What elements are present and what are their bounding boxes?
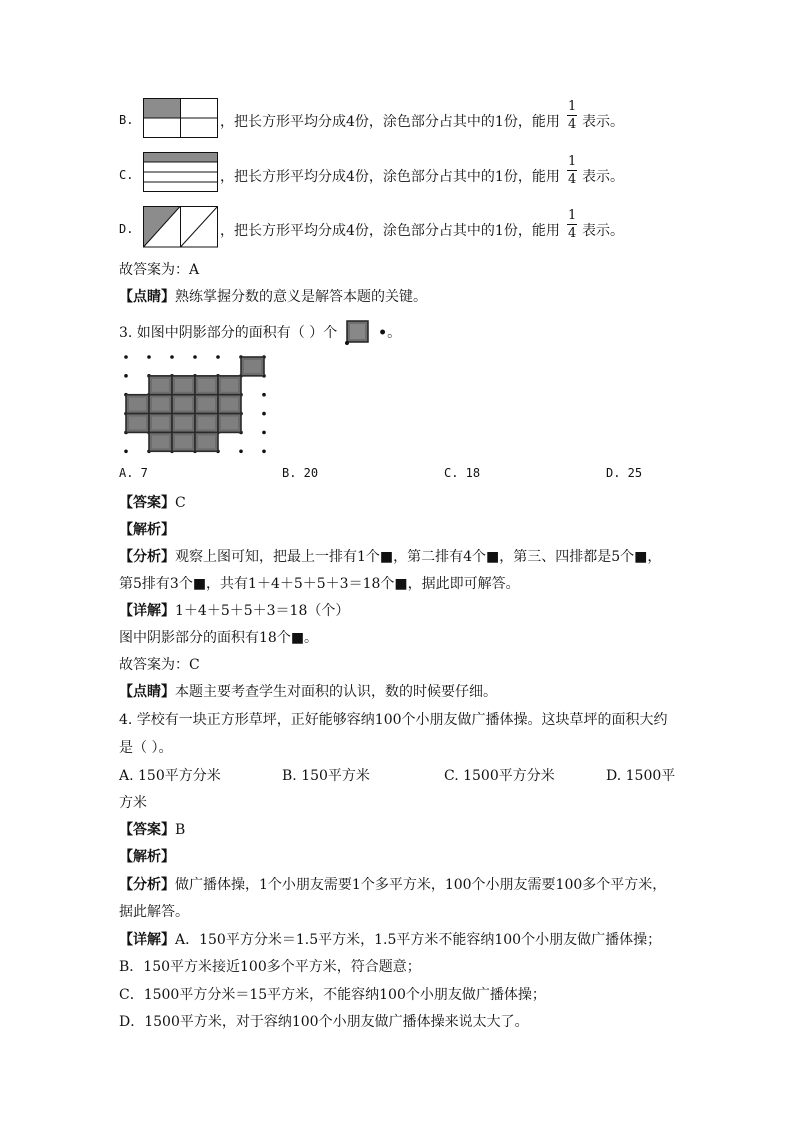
q4-xiangjie-a xyxy=(119,929,661,949)
answer-value: C xyxy=(175,495,186,511)
grid-dot xyxy=(193,355,197,359)
tip-tag: 【点睛】 xyxy=(119,684,175,700)
grid-dot xyxy=(216,355,220,359)
option-d-letter: D. xyxy=(119,222,134,236)
q4-fenxi-line2: 据此解答。 xyxy=(119,904,189,920)
option-c-fraction xyxy=(567,155,577,186)
shaded-unit-square-texture xyxy=(198,398,215,411)
q4-stem-line2: 是（ ）。 xyxy=(119,740,173,756)
grid-dot xyxy=(262,393,266,397)
q4-choice-d-wrap: 方米 xyxy=(119,795,147,811)
grid-dot xyxy=(147,355,151,359)
q4-answer xyxy=(119,819,185,839)
q4-choice-c: C. 1500平方分米 xyxy=(444,768,555,784)
shaded-unit-square-texture xyxy=(175,417,192,430)
q3-fenxi-line2: 第5排有3个■，共有1＋4＋5＋5＋3＝18个■，据此即可解答。 xyxy=(119,576,520,592)
tip-tag: 【点睛】 xyxy=(119,289,175,305)
shaded-unit-square-texture xyxy=(198,417,215,430)
option-b-text: ，把长方形平均分成4份，涂色部分占其中的1份，能用 xyxy=(220,114,560,130)
q3-fenxi-line1 xyxy=(119,546,661,566)
option-d-fraction xyxy=(567,209,577,240)
shaded-unit-square-texture xyxy=(152,398,169,411)
shaded-unit-square-texture xyxy=(152,379,169,392)
fenxi-tag: 【分析】 xyxy=(119,549,175,565)
grid-dot xyxy=(262,450,266,454)
grid-dot xyxy=(239,450,243,454)
fenxi-text: 做广播体操，1个小朋友需要1个多平方米，100个小朋友需要100多个平方米， xyxy=(175,877,667,893)
q4-xiangjie-b: B．150平方米接近100多个平方米，符合题意； xyxy=(119,959,421,975)
grid-dot xyxy=(170,355,174,359)
shaded-unit-square-texture xyxy=(221,398,238,411)
option-d-text: ，把长方形平均分成4份，涂色部分占其中的1份，能用 xyxy=(220,223,560,239)
q3-conclusion: 图中阴影部分的面积有18个■。 xyxy=(119,630,319,646)
fenxi-text: 观察上图可知，把最上一排有1个■，第二排有4个■，第三、四排都是5个■， xyxy=(175,549,662,565)
unit-square-icon xyxy=(346,320,370,346)
q4-analysis-tag: 【解析】 xyxy=(119,849,175,865)
q2-tip xyxy=(119,286,427,306)
shaded-unit-square-texture xyxy=(244,360,261,373)
shaded-unit-square-texture xyxy=(175,435,192,448)
shaded-unit-square-texture xyxy=(198,435,215,448)
answer-tag: 【答案】 xyxy=(119,822,175,838)
fenxi-tag: 【分析】 xyxy=(119,877,175,893)
fraction-numerator: 1 xyxy=(568,154,577,169)
q4-choice-a: A. 150平方分米 xyxy=(119,768,221,784)
q4-choice-d: D. 1500平 xyxy=(606,768,676,784)
shaded-unit-square-texture xyxy=(129,417,146,430)
grid-dot xyxy=(124,374,128,378)
shaded-unit-square-texture xyxy=(129,398,146,411)
shaded-unit-square-texture xyxy=(152,417,169,430)
fraction-denominator: 4 xyxy=(568,226,577,241)
grid-dot xyxy=(124,355,128,359)
q3-stem-tail: 。 xyxy=(387,325,402,341)
option-d-tail: 表示。 xyxy=(582,223,624,239)
q4-choice-b: B. 150平方米 xyxy=(282,768,370,784)
option-b-letter: B. xyxy=(119,113,134,127)
q3-answer xyxy=(119,492,186,512)
shaded-unit-square-texture xyxy=(175,379,192,392)
option-c-text: ，把长方形平均分成4份，涂色部分占其中的1份，能用 xyxy=(220,169,560,185)
q4-stem-line1: 4. 学校有一块正方形草坪，正好能够容纳100个小朋友做广播体操。这块草坪的面积大约 xyxy=(119,712,668,728)
xiangjie-tag: 【详解】 xyxy=(119,932,175,948)
shaded-unit-square-texture xyxy=(152,435,169,448)
tip-text: 本题主要考查学生对面积的认识，数的时候要仔细。 xyxy=(175,684,497,700)
q3-choice-c: C. 18 xyxy=(444,466,481,480)
q4-xiangjie-d: D．1500平方米，对于容纳100个小朋友做广播体操来说太大了。 xyxy=(119,1014,529,1030)
q3-choice-b: B. 20 xyxy=(282,466,319,480)
option-c-shaded-part xyxy=(144,153,218,163)
q3-choice-a: A. 7 xyxy=(119,466,148,480)
tip-text: 熟练掌握分数的意义是解答本题的关键。 xyxy=(175,289,427,305)
option-d-rect-figure xyxy=(143,206,218,248)
shaded-unit-square-texture xyxy=(175,398,192,411)
q3-grid-figure xyxy=(119,352,249,452)
option-b-shaded-part xyxy=(144,99,181,119)
fraction-denominator: 4 xyxy=(568,117,577,132)
q3-stem: 3. 如图中阴影部分的面积有（ ）个 •。 xyxy=(119,320,401,346)
shaded-unit-square-texture xyxy=(198,379,215,392)
grid-dot xyxy=(262,412,266,416)
option-b-tail: 表示。 xyxy=(582,114,624,130)
q3-xiangjie xyxy=(119,600,349,620)
fraction-numerator: 1 xyxy=(568,99,577,114)
q2-final-answer: 故答案为：A xyxy=(119,262,200,278)
shaded-unit-square-texture xyxy=(221,379,238,392)
grid-dot xyxy=(262,431,266,435)
q3-stem-text: 3. 如图中阴影部分的面积有（ ）个 xyxy=(119,325,338,341)
option-b-rect-figure xyxy=(143,98,218,138)
shaded-unit-square-texture xyxy=(221,417,238,430)
xiangjie-text: A．150平方分米＝1.5平方米，1.5平方米不能容纳100个小朋友做广播体操； xyxy=(175,932,662,948)
q3-tip xyxy=(119,681,497,701)
q3-final-answer: 故答案为：C xyxy=(119,657,200,673)
q3-choice-d: D. 25 xyxy=(606,466,643,480)
fraction-denominator: 4 xyxy=(568,172,577,187)
q3-analysis-tag: 【解析】 xyxy=(119,522,175,538)
answer-tag: 【答案】 xyxy=(119,495,175,511)
option-b-fraction xyxy=(567,100,577,131)
answer-value: B xyxy=(175,822,186,838)
grid-dot xyxy=(124,450,128,454)
q4-xiangjie-c: C．1500平方分米＝15平方米，不能容纳100个小朋友做广播体操； xyxy=(119,987,546,1003)
fraction-numerator: 1 xyxy=(568,208,577,223)
q4-fenxi-line1 xyxy=(119,874,666,894)
xiangjie-tag: 【详解】 xyxy=(119,603,175,619)
option-c-tail: 表示。 xyxy=(582,169,624,185)
option-c-rect-figure xyxy=(143,152,218,192)
xiangjie-text: 1＋4＋5＋5＋3＝18（个） xyxy=(175,603,350,619)
option-c-letter: C. xyxy=(119,168,134,182)
